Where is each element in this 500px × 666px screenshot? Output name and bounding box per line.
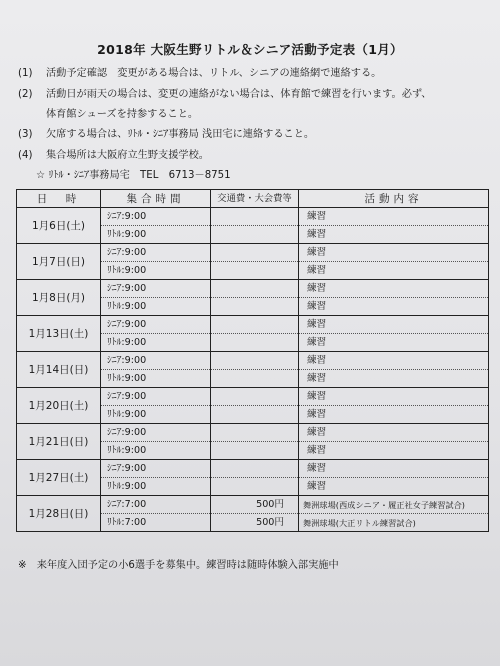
little-fee-cell [211, 334, 299, 352]
senior-fee-cell [211, 280, 299, 298]
senior-activity-cell: 舞洲球場(西成シニア・履正社女子練習試合) [299, 496, 489, 514]
little-time-cell: ﾘﾄﾙ:9:00 [101, 262, 211, 280]
senior-fee-cell [211, 352, 299, 370]
senior-fee-cell [211, 316, 299, 334]
little-time-cell: ﾘﾄﾙ:9:00 [101, 442, 211, 460]
header-date: 日 時 [17, 190, 101, 208]
note-text: 体育館シューズを持参すること。 [46, 109, 199, 120]
page-title: 2018年 大阪生野リトル＆シニア活動予定表（1月） [97, 42, 403, 57]
little-activity-cell: 練習 [299, 226, 489, 244]
contact-line: ☆ ﾘﾄﾙ・ｼﾆｱ事務局宅 TEL 6713－8751 [36, 170, 231, 181]
table-row [17, 208, 489, 226]
footer-note: ※ 来年度入団予定の小6選手を募集中。練習時は随時体験入部実施中 [18, 560, 339, 571]
little-fee-cell [211, 442, 299, 460]
little-fee-cell [211, 298, 299, 316]
senior-time-cell: ｼﾆｱ:9:00 [101, 352, 211, 370]
senior-fee-cell [211, 244, 299, 262]
senior-activity-cell: 練習 [299, 460, 489, 478]
header-activity: 活動内容 [299, 190, 489, 208]
note-number: (3) [18, 129, 33, 140]
little-time-cell: ﾘﾄﾙ:9:00 [101, 334, 211, 352]
little-time-cell: ﾘﾄﾙ:9:00 [101, 370, 211, 388]
senior-time-cell: ｼﾆｱ:9:00 [101, 388, 211, 406]
senior-time-cell: ｼﾆｱ:9:00 [101, 208, 211, 226]
little-fee-cell [211, 478, 299, 496]
note-3 [18, 125, 314, 140]
date-cell: 1月7日(日) [17, 244, 101, 280]
date-cell: 1月21日(日) [17, 424, 101, 460]
note-2-cont [18, 105, 198, 120]
little-activity-cell: 練習 [299, 406, 489, 424]
senior-activity-cell: 練習 [299, 424, 489, 442]
date-cell: 1月14日(日) [17, 352, 101, 388]
header-row [17, 190, 489, 208]
senior-time-cell: ｼﾆｱ:9:00 [101, 316, 211, 334]
note-1 [18, 64, 381, 79]
senior-activity-cell: 練習 [299, 316, 489, 334]
date-cell: 1月20日(土) [17, 388, 101, 424]
little-fee-cell [211, 262, 299, 280]
little-fee-cell [211, 226, 299, 244]
note-text: 活動予定確認 変更がある場合は、リトル、シニアの連絡網で連絡する。 [46, 68, 382, 79]
note-2 [18, 85, 432, 100]
senior-fee-cell [211, 460, 299, 478]
little-activity-cell: 練習 [299, 442, 489, 460]
note-text: 欠席する場合は、ﾘﾄﾙ・ｼﾆｱ事務局 浅田宅に連絡すること。 [46, 129, 315, 140]
little-time-cell: ﾘﾄﾙ:9:00 [101, 226, 211, 244]
little-time-cell: ﾘﾄﾙ:9:00 [101, 478, 211, 496]
little-activity-cell: 練習 [299, 478, 489, 496]
table-row [17, 352, 489, 370]
senior-time-cell: ｼﾆｱ:9:00 [101, 460, 211, 478]
senior-activity-cell: 練習 [299, 244, 489, 262]
table-row [17, 244, 489, 262]
date-cell: 1月13日(土) [17, 316, 101, 352]
senior-time-cell: ｼﾆｱ:7:00 [101, 496, 211, 514]
senior-time-cell: ｼﾆｱ:9:00 [101, 244, 211, 262]
little-activity-cell: 練習 [299, 370, 489, 388]
senior-fee-cell: 500円 [211, 496, 299, 514]
schedule-table [16, 189, 489, 532]
date-cell: 1月6日(土) [17, 208, 101, 244]
note-number: (1) [18, 68, 33, 79]
senior-activity-cell: 練習 [299, 208, 489, 226]
senior-fee-cell [211, 388, 299, 406]
little-activity-cell: 舞洲球場(大正リトル練習試合) [299, 514, 489, 532]
senior-time-cell: ｼﾆｱ:9:00 [101, 280, 211, 298]
note-text: 活動日が雨天の場合は、変更の連絡がない場合は、体育館で練習を行います。必ず、 [46, 89, 432, 100]
little-activity-cell: 練習 [299, 334, 489, 352]
little-time-cell: ﾘﾄﾙ:9:00 [101, 406, 211, 424]
little-fee-cell [211, 406, 299, 424]
date-cell: 1月8日(月) [17, 280, 101, 316]
little-activity-cell: 練習 [299, 262, 489, 280]
senior-fee-cell [211, 424, 299, 442]
table-row [17, 388, 489, 406]
little-time-cell: ﾘﾄﾙ:9:00 [101, 298, 211, 316]
note-number: (4) [18, 150, 33, 161]
note-4 [18, 146, 209, 161]
table-row [17, 424, 489, 442]
senior-activity-cell: 練習 [299, 388, 489, 406]
header-time: 集合時間 [101, 190, 211, 208]
note-number: (2) [18, 89, 33, 100]
table-row [17, 316, 489, 334]
little-fee-cell: 500円 [211, 514, 299, 532]
date-cell: 1月27日(土) [17, 460, 101, 496]
header-fee: 交通費・大会費等 [211, 190, 299, 208]
table-row [17, 280, 489, 298]
senior-fee-cell [211, 208, 299, 226]
table-row [17, 496, 489, 514]
note-text: 集合場所は大阪府立生野支援学校。 [46, 150, 209, 161]
table-row [17, 460, 489, 478]
little-activity-cell: 練習 [299, 298, 489, 316]
little-fee-cell [211, 370, 299, 388]
senior-activity-cell: 練習 [299, 352, 489, 370]
date-cell: 1月28日(日) [17, 496, 101, 532]
little-time-cell: ﾘﾄﾙ:7:00 [101, 514, 211, 532]
senior-activity-cell: 練習 [299, 280, 489, 298]
senior-time-cell: ｼﾆｱ:9:00 [101, 424, 211, 442]
